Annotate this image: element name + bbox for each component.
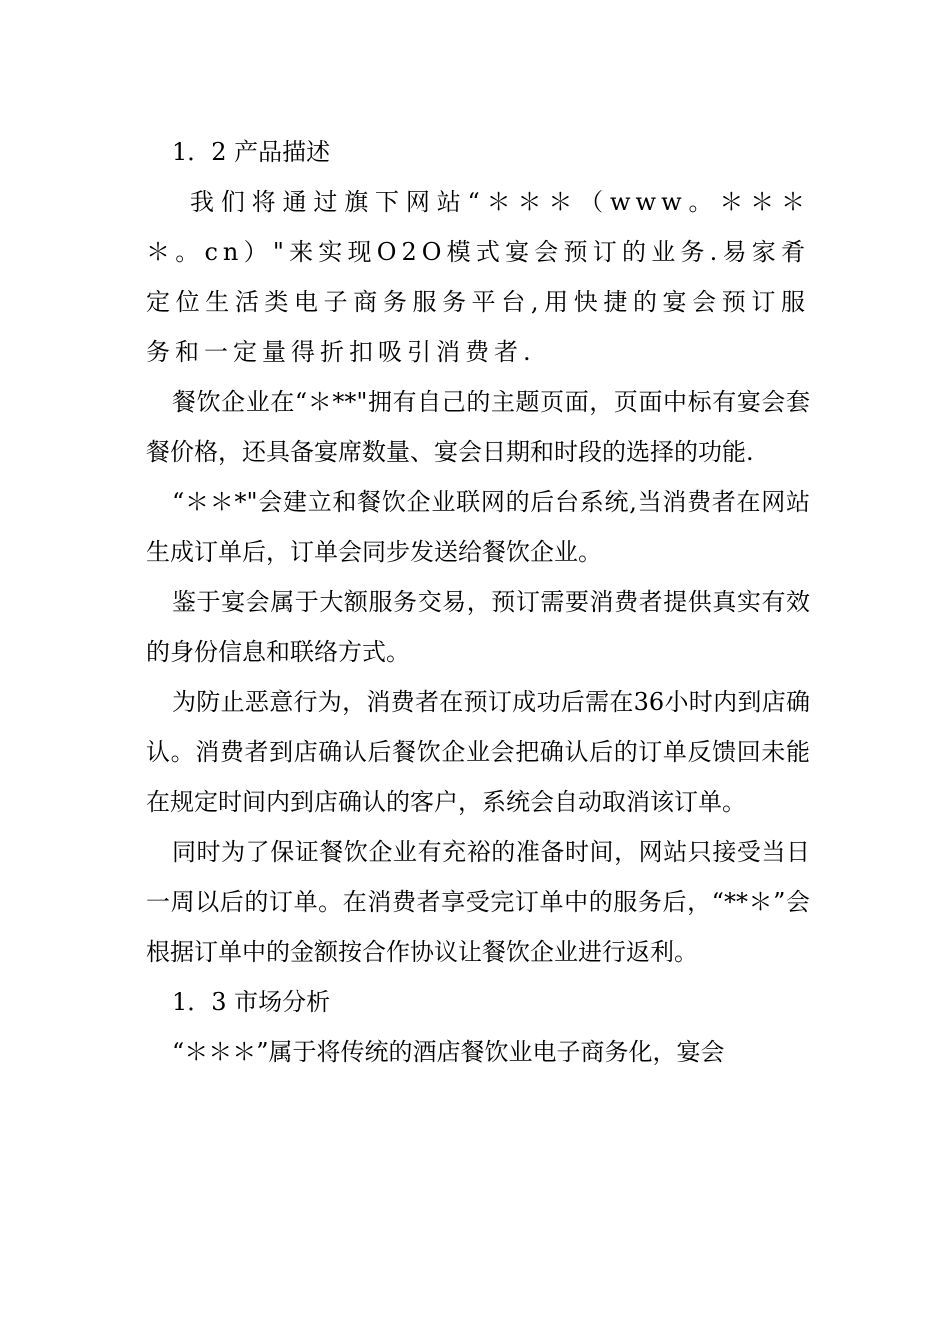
section-heading-product-description: 1．2 产品描述 [172,138,331,166]
document-body [146,127,810,1077]
paragraph: 餐饮企业在“＊**"拥有自己的主题页面，页面中标有宴会套餐价格，还具备宴席数量、宴会日期和时段的选择的功能. [146,388,810,466]
paragraph: 我们将通过旗下网站“＊＊＊（www。＊＊＊＊。cn）"来实现O2O模式宴会预订的业务.易家肴定位生活类电子商务服务平台,用快捷的宴会预订服务和一定量得折扣吸引消费者. [146,188,810,366]
paragraph: 同时为了保证餐饮企业有充裕的准备时间，网站只接受当日一周以后的订单。在消费者享受完订单中的服务后，“**＊”会根据订单中的金额按合作协议让餐饮企业进行返利。 [146,838,810,966]
paragraph: 鉴于宴会属于大额服务交易，预订需要消费者提供真实有效的身份信息和联络方式。 [146,588,810,666]
paragraph: “＊＊＊”属于将传统的酒店餐饮业电子商务化，宴会 [172,1038,725,1066]
paragraph: “＊＊*"会建立和餐饮企业联网的后台系统,当消费者在网站生成订单后，订单会同步发送给餐饮企业。 [146,488,810,566]
section-heading-market-analysis: 1．3 市场分析 [172,988,331,1016]
paragraph: 为防止恶意行为，消费者在预订成功后需在36小时内到店确认。消费者到店确认后餐饮企业会把确认后的订单反馈回未能在规定时间内到店确认的客户，系统会自动取消该订单。 [146,688,810,816]
